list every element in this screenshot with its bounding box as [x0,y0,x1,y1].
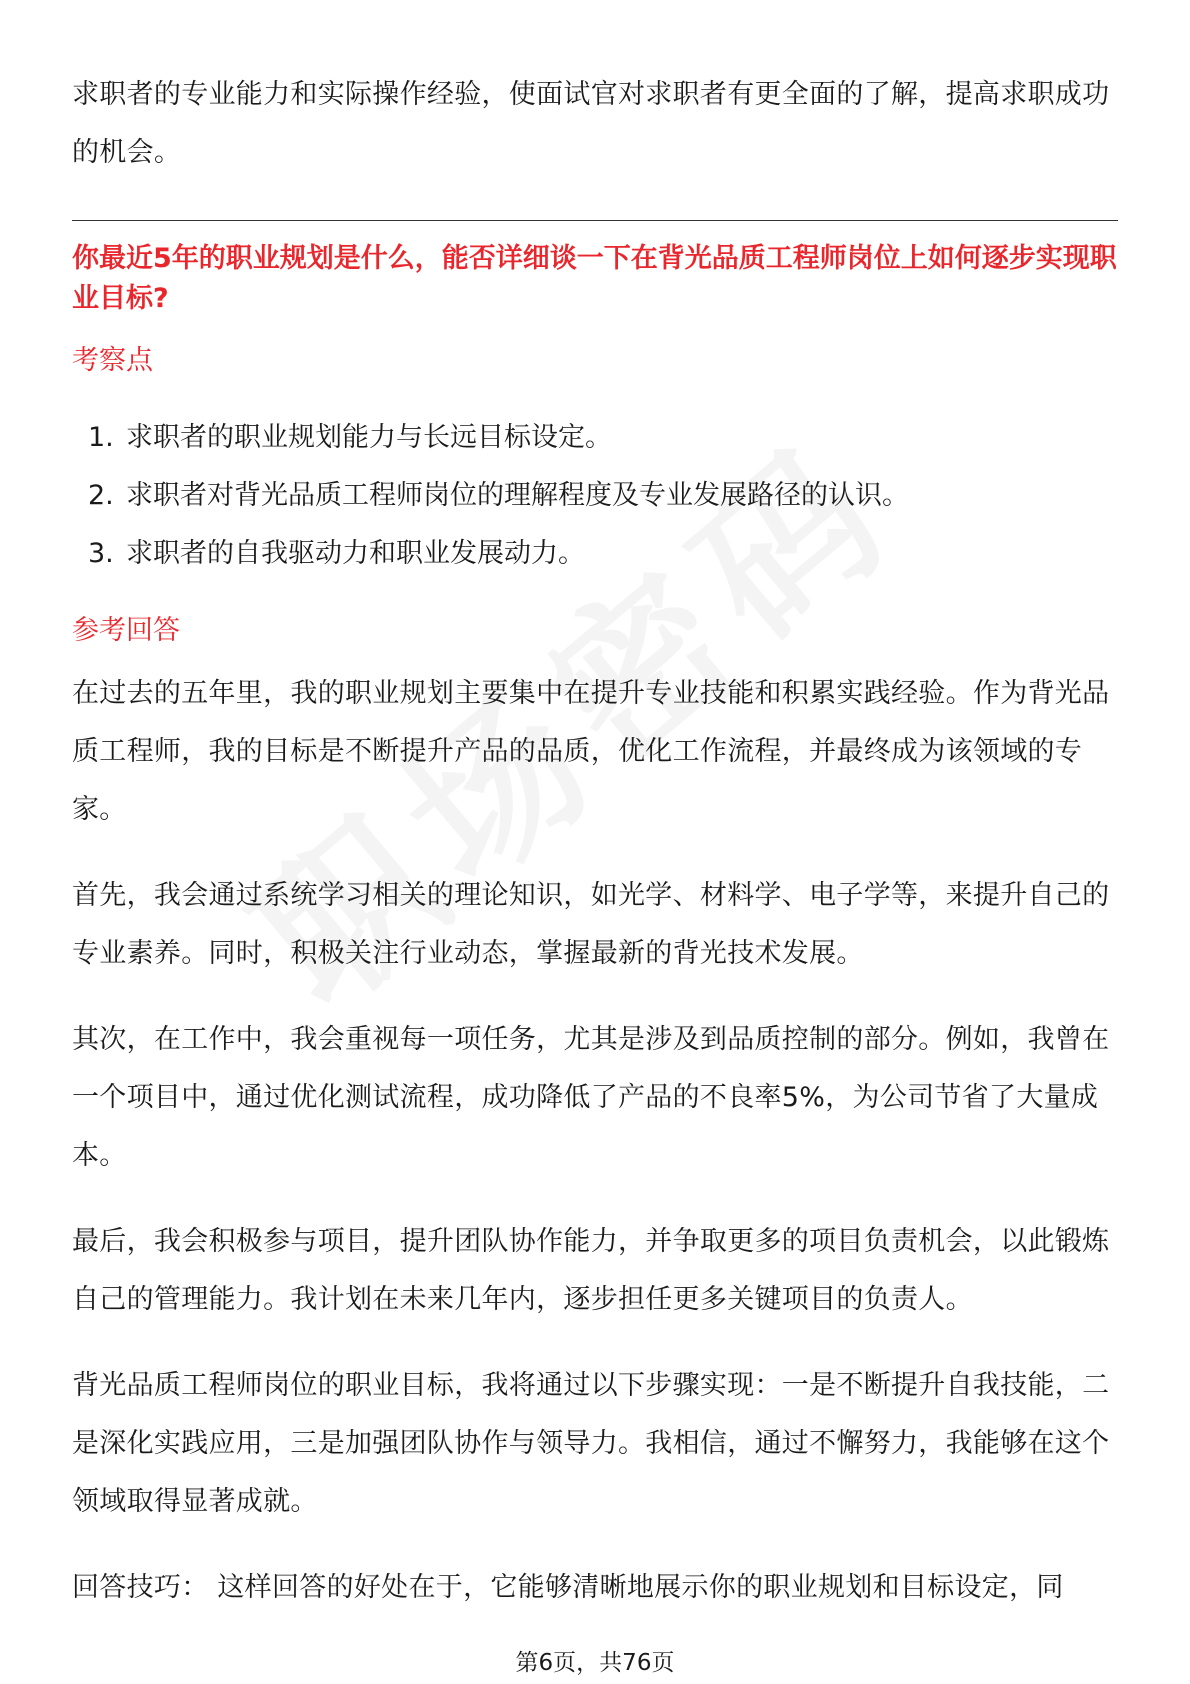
focus-heading: 考察点 [72,345,153,376]
answer-paragraph: 背光品质工程师岗位的职业目标，我将通过以下步骤实现：一是不断提升自我技能，二是深化实践应用，三是加强团队协作与领导力。我相信，通过不懈努力，我能够在这个领域取得显著成就。 [72,1370,1110,1517]
list-item-number: 2. [88,480,114,511]
answer-heading: 参考回答 [72,615,180,646]
list-item-number: 3. [88,538,114,569]
intro-tail-paragraph: 求职者的专业能力和实际操作经验，使面试官对求职者有更全面的了解，提高求职成功的机会。 [72,79,1110,168]
question-heading: 你最近5年的职业规划是什么，能否详细谈一下在背光品质工程师岗位上如何逐步实现职业目标? [72,243,1117,314]
focus-points-list [72,409,1118,583]
answer-paragraph: 首先，我会通过系统学习相关的理论知识，如光学、材料学、电子学等，来提升自己的专业素养。同时，积极关注行业动态，掌握最新的背光技术发展。 [72,880,1110,969]
page-footer: 第6页，共76页 [515,1650,675,1676]
answer-paragraph: 在过去的五年里，我的职业规划主要集中在提升专业技能和积累实践经验。作为背光品质工程师，我的目标是不断提升产品的品质，优化工作流程，并最终成为该领域的专家。 [72,678,1110,825]
list-item-text: 求职者的自我驱动力和职业发展动力。 [126,538,585,569]
list-item [72,467,1118,525]
answer-paragraph: 最后，我会积极参与项目，提升团队协作能力，并争取更多的项目负责机会，以此锻炼自己的管理能力。我计划在未来几年内，逐步担任更多关键项目的负责人。 [72,1226,1110,1315]
answer-paragraph: 其次，在工作中，我会重视每一项任务，尤其是涉及到品质控制的部分。例如，我曾在一个项目中，通过优化测试流程，成功降低了产品的不良率5%，为公司节省了大量成本。 [72,1024,1110,1171]
list-item-text: 求职者的职业规划能力与长远目标设定。 [126,422,612,453]
list-item-number: 1. [88,422,114,453]
section-divider [72,220,1118,221]
list-item-text: 求职者对背光品质工程师岗位的理解程度及专业发展路径的认识。 [126,480,909,511]
tips-paragraph: 回答技巧： 这样回答的好处在于，它能够清晰地展示你的职业规划和目标设定，同 [72,1572,1064,1603]
list-item [72,409,1118,467]
page-content [72,66,1118,1617]
list-item [72,525,1118,583]
